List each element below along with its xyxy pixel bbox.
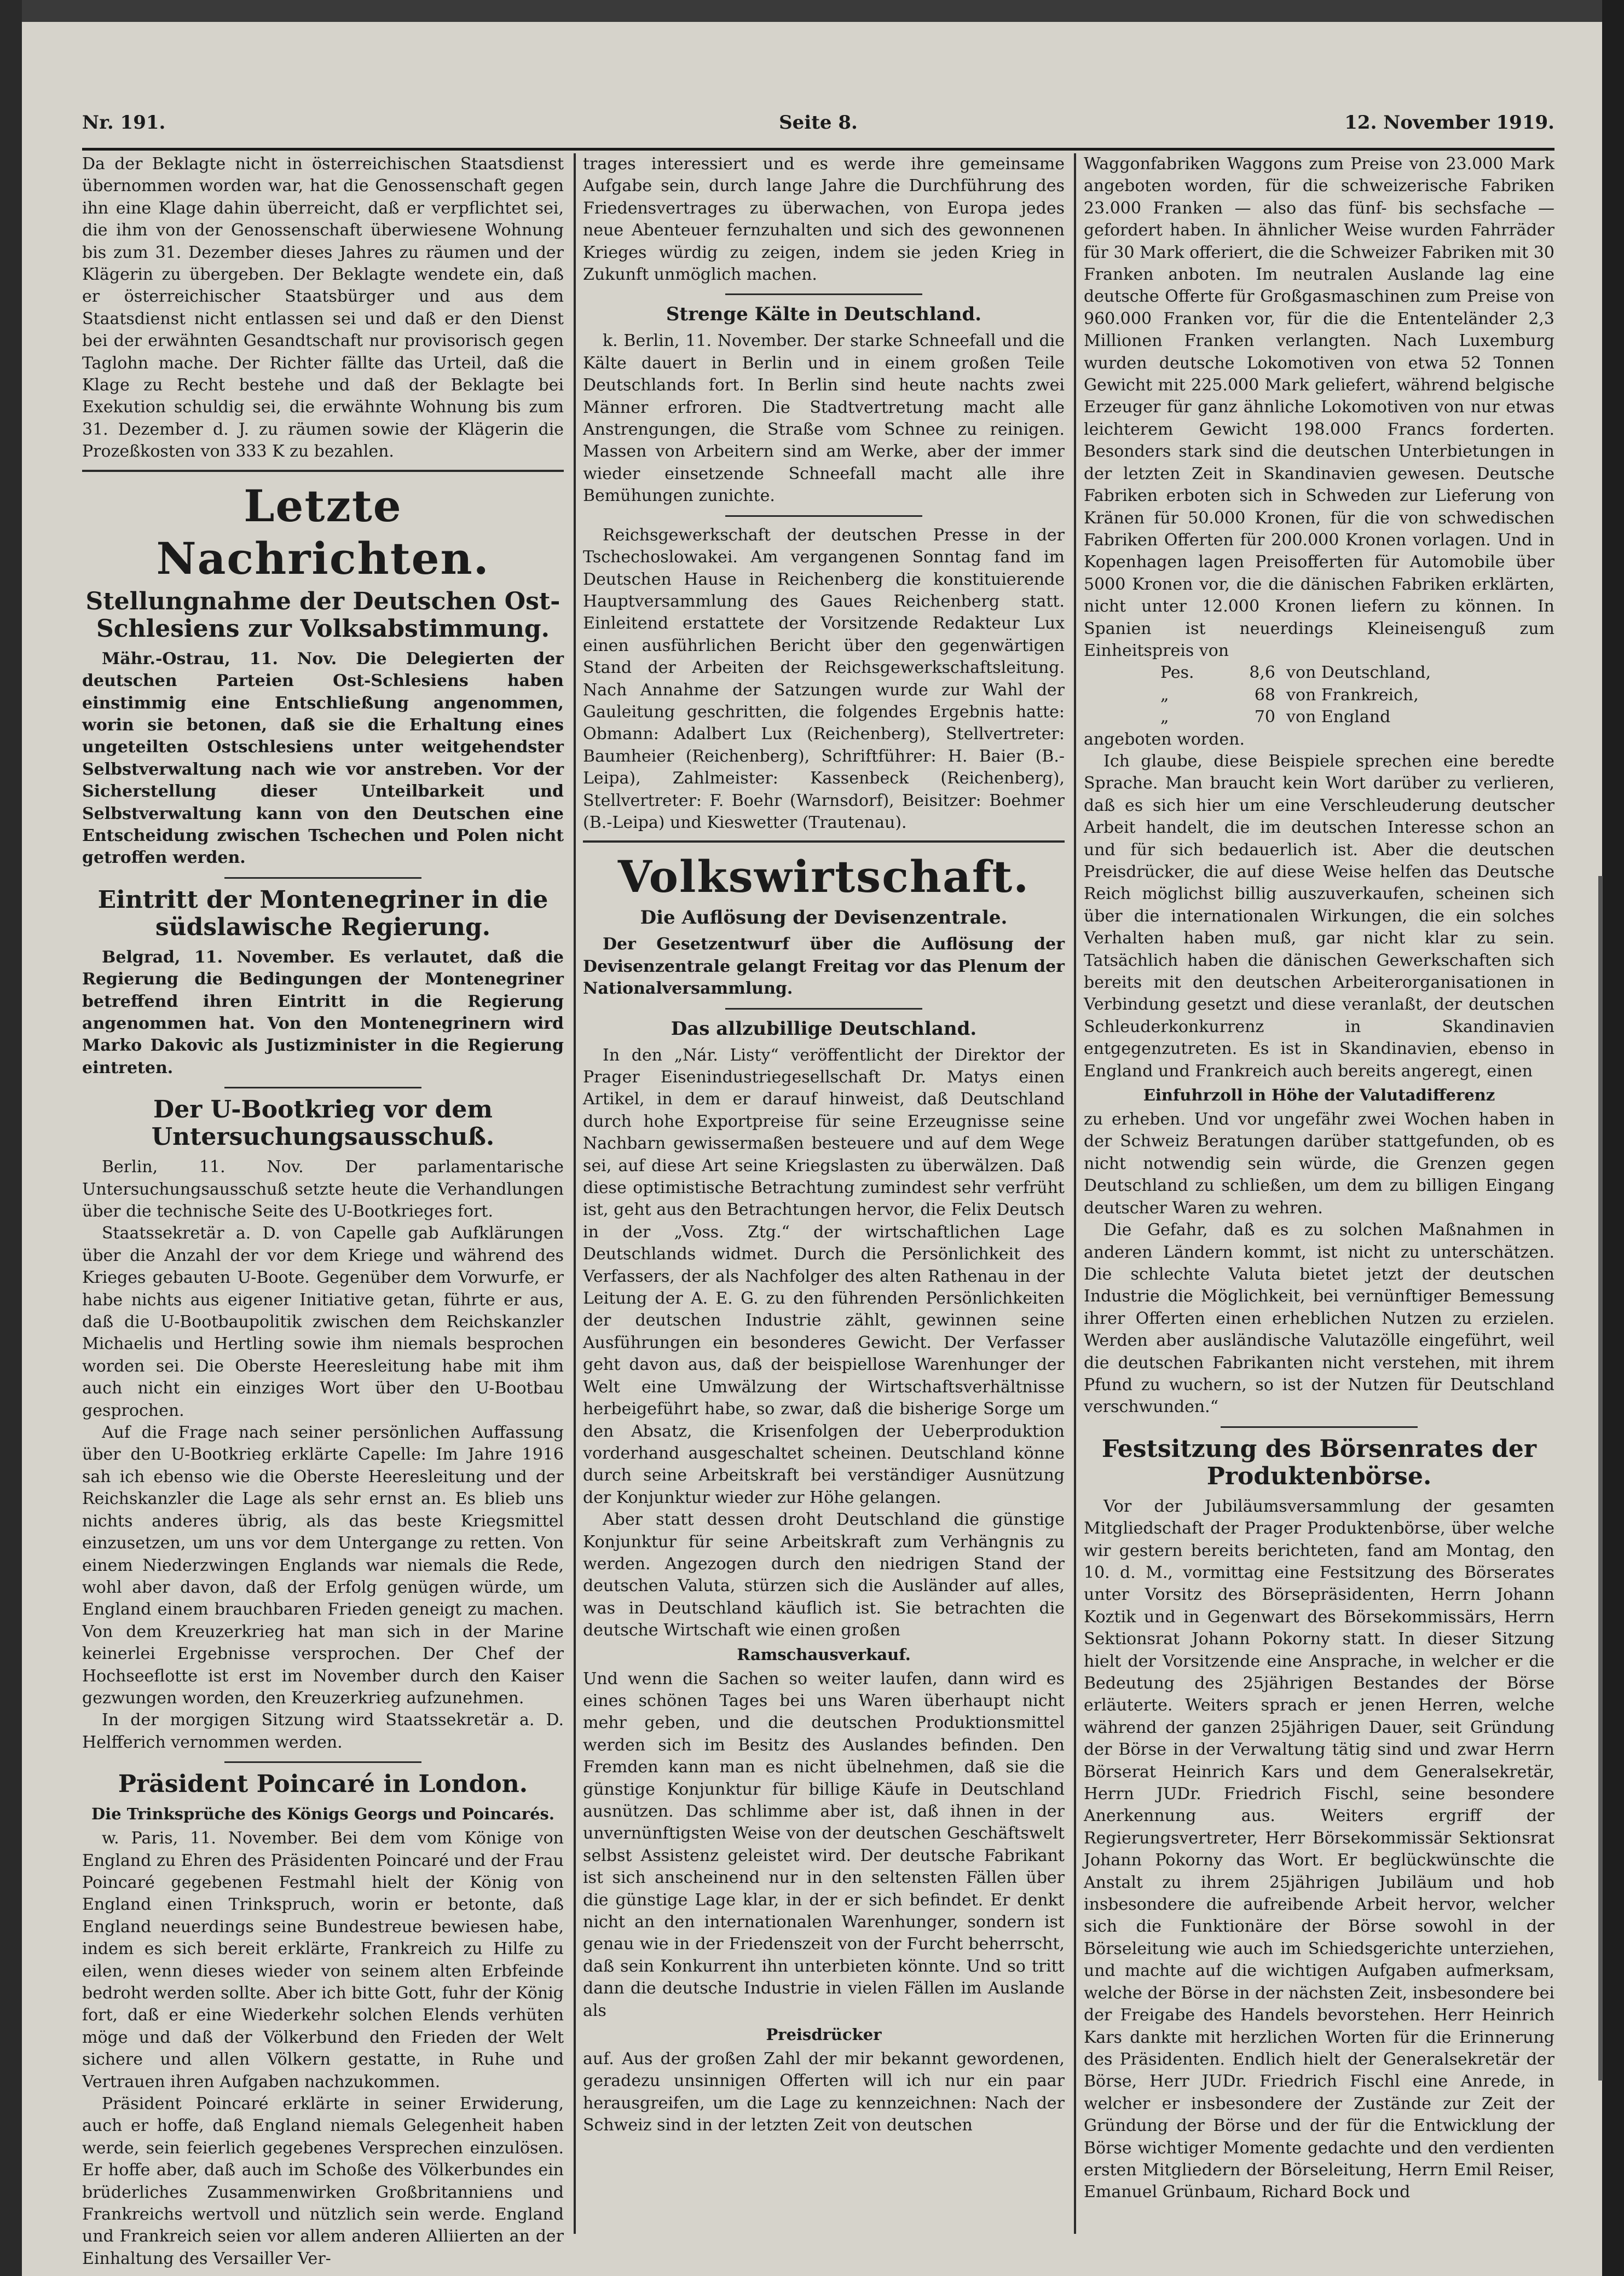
article-paragraph: Da der Beklagte nicht in österreichischen Staatsdienst übernommen worden war, hat die Genossenschaft gegen ihn eine Klage dahin überreicht, daß er verpflichtet sei, die ihm von der Genossenschaft überwiesene Wohnung bis zum 31. Dezember dieses Jahres zu räumen und der Klägerin zu übergeben. Der Beklagte wendete ein, daß er österreichischer Staatsbürger und aus dem Staatsdienst nicht entlassen sei und daß er den Dienst bei der erwähnten Gesandtschaft nur provisorisch gegen Taglohn mache. Der Richter fällte das Urteil, daß die Klage zu Recht bestehe und daß der Beklagte bei Exekution schuldig sei, die erwähnte Wohnung bis zum 31. Dezember d. J. zu räumen sowie der Klägerin die Prozeßkosten von 333 K zu bezahlen. bbox=[82, 154, 564, 462]
price-row bbox=[1160, 662, 1554, 684]
price-value: 8,6 bbox=[1249, 663, 1275, 683]
article-paragraph: w. Paris, 11. November. Bei dem vom Könige von England zu Ehren des Präsidenten Poincaré und der Frau Poincaré gegebenen Festmahl hielt der König von England einen Trinkspruch, worin er betonte, daß England neuerdings seine Bundestreue bewiesen habe, indem es sich bereit erklärte, Frankreich zu Hilfe zu eilen, wenn dieses wieder von seinem alten Erbfeinde bedroht werden sollte. Aber ich bitte Gott, fuhr der König fort, daß er eine Wiederkehr solchen Elends verhüten möge und daß der Völkerbund den Frieden der Welt sichere und allen Völkern gestatte, in Ruhe und Vertrauen ihren Aufgaben nachzukommen. bbox=[82, 1829, 564, 2091]
column-1 bbox=[82, 153, 564, 2268]
article-paragraph: Aber statt dessen droht Deutschland die günstige Konjunktur für seine Arbeitskraft zum Verhängnis zu werden. Angezogen durch den niedrigen Stand der deutschen Valuta, stürzen sich die Ausländer auf alles, was in Deutschland käuflich ist. Sie betrachten die deutsche Wirtschaft wie einen großen bbox=[583, 1510, 1065, 1640]
headline-devisenzentrale: Die Auflösung der Devisenzentrale. bbox=[640, 907, 1008, 929]
article-divider bbox=[1221, 1426, 1418, 1428]
section-title-letzte-nachrichten: Letzte Nachrichten. bbox=[156, 480, 490, 584]
article-paragraph: Berlin, 11. Nov. Der parlamentarische Untersuchungsausschuß setzte heute die Verhandlungen über die technische Seite des U-Bootkrieges fort. bbox=[82, 1157, 564, 1221]
column-2 bbox=[583, 153, 1065, 2234]
section-rule bbox=[82, 470, 564, 472]
article-paragraph: zu erheben. Und vor ungefähr zwei Wochen haben in der Schweiz Beratungen darüber stattgefunden, ob es nicht notwendig sein würde, die Grenzen gegen Deutschland zu schließen, um dem zu billigen Eingang deutscher Waren zu wehren. bbox=[1084, 1110, 1554, 1218]
headline-kaelte: Strenge Kälte in Deutschland. bbox=[666, 303, 982, 326]
price-row bbox=[1160, 684, 1554, 706]
adjacent-page-edge bbox=[1598, 876, 1603, 2081]
price-origin: von Deutschland, bbox=[1286, 663, 1431, 683]
subheadline-einfuhrzoll: Einfuhrzoll in Höhe der Valutadifferenz bbox=[1143, 1086, 1495, 1105]
article-paragraph: angeboten worden. bbox=[1084, 729, 1245, 749]
subheadline-trinksprueche: Die Trinksprüche des Königs Georgs und Poincarés. bbox=[91, 1805, 554, 1824]
column-rule bbox=[1074, 153, 1076, 2234]
price-unit: „ bbox=[1160, 685, 1169, 705]
headline-montenegriner: Eintritt der Montenegriner in die südslawische Regierung. bbox=[97, 885, 548, 941]
article-paragraph: Reichsgewerkschaft der deutschen Presse in der Tschechoslowakei. Am vergangenen Sonntag fand im Deutschen Hause in Reichenberg die konstituierende Hauptversammlung des Gaues Reichenberg statt. Einleitend erstattete der Vorsitzende Redakteur Lux einen ausführlichen Bericht über den gegenwärtigen Stand der Arbeiten der Reichsgewerkschaftsleitung. Nach Annahme der Satzungen wurde zur Wahl der Gauleitung geschritten, die folgendes Ergebnis hatte: Obmann: Adalbert Lux (Reichenberg), Stellvertreter: Baumheier (Reichenberg), Schriftführer: H. Baier (B.-Leipa), Zahlmeister: Kassenbeck (Reichenberg), Stellvertreter: F. Boehr (Warnsdorf), Beisitzer: Boehmer (B.-Leipa) und Kieswetter (Trautenau). bbox=[583, 525, 1065, 832]
article-divider bbox=[725, 1008, 922, 1010]
issue-date: 12. November 1919. bbox=[1344, 112, 1554, 134]
article-paragraph: k. Berlin, 11. November. Der starke Schneefall und die Kälte dauert in Berlin und in einem großen Teile Deutschlands fort. In Berlin sind heute nachts zwei Männer erfroren. Die Stadtvertretung macht alle Anstrengungen, die Straße vom Schnee zu reinigen. Massen von Arbeitern sind am Werke, aber der immer wieder einsetzende Schneefall macht alle ihre Bemühungen zunichte. bbox=[583, 331, 1065, 506]
issue-number: Nr. 191. bbox=[82, 112, 166, 134]
article-divider bbox=[725, 293, 922, 295]
price-value: 70 bbox=[1254, 707, 1275, 727]
scan-edge-left bbox=[0, 0, 22, 2276]
column-3 bbox=[1084, 153, 1554, 2234]
article-paragraph: Waggonfabriken Waggons zum Preise von 23.000 Mark angeboten worden, für die schweizerische Fabriken 23.000 Franken — also das fünf- bis sechsfache — gefordert haben. In ähnlicher Weise wurden Fahrräder für 30 Mark offeriert, die die Schweizer Fabriken mit 30 Franken anboten. Im neutralen Auslande lag eine deutsche Offerte für Großgasmaschinen zum Preise von 960.000 Franken vor, für die die Ententeländer 2,3 Millionen Franken verlangten. Nach Luxemburg wurden deutsche Lokomotiven von etwa 52 Tonnen Gewicht mit 225.000 Mark geliefert, während belgische Erzeuger für ganz ähnliche Lokomotiven von nur etwas leichterem Gewicht 198.000 Francs forderten. Besonders stark sind die deutschen Unterbietungen in der letzten Zeit in Skandinavien gewesen. Deutsche Fabriken erboten sich in Schweden zur Lieferung von Kränen für 50.000 Kronen, für die von schwedischen Fabriken Offerten für 200.000 Kronen vorlagen. Und in Kopenhagen lagen Preisofferten für Automobile über 5000 Kronen vor, die die dänischen Fabriken erklärten, nicht unter 12.000 Kronen liefern zu können. In Spanien ist neuerdings Kleineisenguß zum Einheitspreis von bbox=[1084, 154, 1554, 660]
headline-u-bootkrieg: Der U-Bootkrieg vor dem Untersuchungsausschuß. bbox=[151, 1096, 495, 1151]
subheadline-ramschausverkauf: Ramschausverkauf. bbox=[737, 1645, 911, 1664]
headline-festsitzung: Festsitzung des Börsenrates der Produktenbörse. bbox=[1101, 1434, 1537, 1490]
section-rule bbox=[583, 840, 1065, 843]
section-title-volkswirtschaft: Volkswirtschaft. bbox=[617, 851, 1030, 903]
article-paragraph: auf. Aus der großen Zahl der mir bekannt gewordenen, geradezu unsinnigen Offerten will ich nur ein paar herausgreifen, um die Lage zu kennzeichnen: Nach der Schweiz sind in der letzten Zeit von deutschen bbox=[583, 2049, 1065, 2135]
article-paragraph: Auf die Frage nach seiner persönlichen Auffassung über den U-Bootkrieg erklärte Capelle: Im Jahre 1916 sah ich ebenso wie die Oberste Heeresleitung und der Reichskanzler die Lage als sehr ernst an. Es blieb uns nichts anderes übrig, als das beste Kriegsmittel einzusetzen, um uns vor dem Untergange zu retten. Von einem Niederzwingen Englands war niemals die Rede, wohl aber davon, daß der Erfolg genügen würde, um England einem brauchbaren Frieden geneigt zu machen. Von dem Kreuzerkrieg hat man sich in der Marine keinerlei Ergebnisse versprochen. Der Chef der Hochseeflotte ist erst im November durch den Kaiser gezwungen worden, den Kreuzerkrieg aufzunehmen. bbox=[82, 1423, 564, 1708]
article-paragraph: Ich glaube, diese Beispiele sprechen eine beredte Sprache. Man braucht kein Wort darüber zu verlieren, daß es sich hier um eine Verschleuderung deutscher Arbeit handelt, die im deutschen Interesse schon an und für sich bedauerlich ist. Aber die deutschen Preisdrücker, die auf diese Weise helfen das Deutsche Reich möglichst billig auszuverkaufen, scheinen sich über die internationalen Wirkungen, die ein solches Verhalten haben muß, gar nicht klar zu sein. Tatsächlich haben die dänischen Gewerkschaften sich bereits mit den deutschen Arbeiterorganisationen in Verbindung gesetzt und diese veranlaßt, der deutschen Schleuderkonkurrenz in Skandinavien entgegenzutreten. Es ist in Skandinavien, ebenso in England und Frankreich auch bereits angeregt, einen bbox=[1084, 751, 1554, 1081]
article-paragraph: Die Gefahr, daß es zu solchen Maßnahmen in anderen Ländern kommt, ist nicht zu unterschätzen. Die schlechte Valuta bietet jetzt der deutschen Industrie die Möglichkeit, bei vernünftiger Bemessung ihrer Offerten einen erheblichen Nutzen zu erzielen. Werden aber ausländische Valutazölle eingeführt, weil die deutschen Fabrikanten nicht verstehen, mit ihrem Pfund zu wuchern, so ist der Nutzen für Deutschland verschwunden.“ bbox=[1084, 1220, 1554, 1417]
article-paragraph: Belgrad, 11. November. Es verlautet, daß die Regierung die Bedingungen der Montenegriner betreffend ihren Eintritt in die Regierung angenommen hat. Von den Montenegrinern wird Marko Dakovic als Justizminister in die Regierung eintreten. bbox=[82, 947, 564, 1078]
headline-poincare: Präsident Poincaré in London. bbox=[118, 1770, 528, 1799]
article-paragraph: In der morgigen Sitzung wird Staatssekretär a. D. Helfferich vernommen werden. bbox=[82, 1710, 564, 1752]
article-paragraph: Präsident Poincaré erklärte in seiner Erwiderung, auch er hoffe, daß England niemals Gelegenheit haben werde, sein feierlich gegebenes Versprechen einzulösen. Er hoffe aber, daß auch im Schoße des Völkerbundes ein brüderliches Zusammenwirken Großbritanniens und Frankreichs wertvoll und nützlich sein werde. England und Frankreich seien vor allem anderen Alliierten an der Einhaltung des Versailler Ver- bbox=[82, 2094, 564, 2268]
price-origin: von England bbox=[1286, 707, 1391, 727]
article-divider bbox=[224, 1087, 421, 1088]
article-paragraph: Und wenn die Sachen so weiter laufen, dann wird es eines schönen Tages bei uns Waren überhaupt nicht mehr geben, und die deutschen Produktionsmittel werden sich im Besitz des Auslandes befinden. Den Fremden kann man es nicht übelnehmen, daß sie die günstige Konjunktur für billige Käufe in Deutschland ausnützen. Das schlimme aber ist, daß ihnen in der unvernünftigsten Weise von der deutschen Geschäftswelt selbst Assistenz geleistet wird. Der deutsche Fabrikant ist sich anscheinend nur in den seltensten Fällen über die günstige Lage klar, in der er sich befindet. Er denkt nicht an den internationalen Warenhunger, sondern ist genau wie in der Friedenszeit von der Furcht beherrscht, daß sein Konkurrent ihn unterbieten könnte. Und so tritt dann die deutsche Industrie in vielen Fällen im Auslande als bbox=[583, 1669, 1065, 2020]
scan-edge-right bbox=[1602, 0, 1624, 2276]
article-divider bbox=[224, 1761, 421, 1763]
newspaper-page bbox=[82, 99, 1554, 2268]
article-paragraph: Mähr.-Ostrau, 11. Nov. Die Delegierten der deutschen Parteien Ost-Schlesiens haben einstimmig eine Entschließung angenommen, worin sie betonen, daß sie die Erhaltung eines ungeteilten Ostschlesiens unter weitgehendster Selbstverwaltung nach wie vor anstreben. Vor der Sicherstellung dieser Unteilbarkeit und Selbstverwaltung kann von den Deutschen eine Entscheidung zwischen Tschechen und Polen nicht getroffen werden. bbox=[82, 649, 564, 868]
subheadline-preisdruecker: Preisdrücker bbox=[766, 2025, 882, 2044]
headline-allzubilliges-deutschland: Das allzubillige Deutschland. bbox=[671, 1017, 977, 1040]
article-paragraph: Der Gesetzentwurf über die Auflösung der Devisenzentrale gelangt Freitag vor das Plenum der Nationalversammlung. bbox=[583, 935, 1065, 999]
price-origin: von Frankreich, bbox=[1286, 685, 1419, 705]
price-list bbox=[1084, 662, 1554, 728]
page-header bbox=[82, 99, 1554, 151]
price-row bbox=[1160, 706, 1554, 728]
article-divider bbox=[725, 515, 922, 517]
page-number: Seite 8. bbox=[779, 112, 858, 134]
price-unit: „ bbox=[1160, 707, 1169, 727]
headline-stellungnahme: Stellungnahme der Deutschen Ost-Schlesiens zur Volksabstimmung. bbox=[85, 587, 560, 643]
column-rule bbox=[574, 153, 576, 2234]
article-paragraph: Vor der Jubiläumsversammlung der gesamten Mitgliedschaft der Prager Produktenbörse, über welche wir gestern bereits berichteten, fand am Montag, den 10. d. M., vormittag eine Festsitzung des Börserates unter Vorsitz des Börsepräsidenten, Herrn Johann Koztik und in Gegenwart des Börsekommissärs, Herrn Sektionsrat Johann Pokorny statt. In dieser Sitzung hielt der Vorsitzende eine Ansprache, in welcher er die Bedeutung des 25jährigen Bestandes der Börse erläuterte. Weiters sprach er jenen Herren, welche während der ganzen 25jährigen Dauer, seit Gründung der Börse in der Verwaltung tätig sind und zwar Herrn Börserat Heinrich Kars und dem Generalsekretär, Herrn JUDr. Friedrich Fischl, seine besondere Anerkennung aus. Weiters ergriff der Regierungsvertreter, Herr Börsekommissär Sektionsrat Johann Pokorny das Wort. Er beglückwünschte die Anstalt zu ihrem 25jährigen Jubiläum und hob insbesondere die aufreibende Arbeit hervor, welcher sich die Funktionäre der Börse sowohl in der Börseleitung wie auch im Schiedsgerichte unterziehen, und machte auf die wichtigen Aufgaben aufmerksam, welche der Börse in der nächsten Zeit, insbesondere bei der Freigabe des Handels bevorstehen. Herr Heinrich Kars dankte mit herzlichen Worten für die Erinnerung des Präsidenten. Endlich hielt der Generalsekretär der Börse, Herr JUDr. Friedrich Fischl eine Anrede, in welcher er insbesondere der Zustände zur Zeit der Gründung der Börse und der für die Entwicklung der Börse wichtiger Momente gedachte und den verdienten ersten Mitgliedern der Börseleitung, Herrn Emil Reiser, Emanuel Grünbaum, Richard Bock und bbox=[1084, 1496, 1554, 2202]
article-divider bbox=[224, 877, 421, 879]
article-paragraph: trages interessiert und es werde ihre gemeinsame Aufgabe sein, durch lange Jahre die Durchführung des Friedensvertrages zu überwachen, von Europa jedes neue Abenteuer fernzuhalten und sich des gewonnenen Krieges würdig zu zeigen, indem sie jeden Krieg in Zukunft unmöglich machen. bbox=[583, 154, 1065, 285]
article-paragraph: In den „Nár. Listy“ veröffentlicht der Direktor der Prager Eisenindustriegesellschaft Dr. Matys einen Artikel, in dem er darauf hinweist, daß Deutschland durch hohe Exportpreise für seine Erzeugnisse seine Nachbarn gewissermaßen besteuere und auf dem Wege sei, auf diese Art seine Kriegslasten zu überwälzen. Daß diese optimistische Betrachtung zumindest sehr verfrüht ist, geht aus den Betrachtungen hervor, die Felix Deutsch in der „Voss. Ztg.“ der wirtschaftlichen Lage Deutschlands widmet. Durch die Persönlichkeit des Verfassers, der als Nachfolger des alten Rathenau in der Leitung der A. E. G. zu den führenden Persönlichkeiten der deutschen Industrie zählt, gewinnen seine Ausführungen ein besonderes Gewicht. Der Verfasser geht davon aus, daß der beispiellose Warenhunger der Welt eine Umwälzung der Wirtschaftsverhältnisse herbeigeführt habe, so zwar, daß die bisherige Sorge um den Absatz, die Krisenfolgen der Ueberproduktion vorderhand ausgeschaltet scheinen. Deutschland könne durch seine Arbeitskraft bei verständiger Ausnützung der Konjunktur wieder zur Höhe gelangen. bbox=[583, 1045, 1065, 1507]
scan-edge-top bbox=[0, 0, 1624, 22]
price-unit: Pes. bbox=[1160, 663, 1194, 683]
article-paragraph: Staatssekretär a. D. von Capelle gab Aufklärungen über die Anzahl der vor dem Kriege und während des Krieges gebauten U-Boote. Gegenüber dem Vorwurfe, er habe nichts aus eigener Initiative getan, führte er aus, daß die U-Bootbaupolitik zwischen dem Reichskanzler Michaelis und Hertling sowie ihm niemals besprochen worden sei. Die Oberste Heeresleitung habe mit ihm auch nicht ein einziges Wort über den U-Bootbau gesprochen. bbox=[82, 1224, 564, 1420]
price-value: 68 bbox=[1254, 685, 1275, 705]
